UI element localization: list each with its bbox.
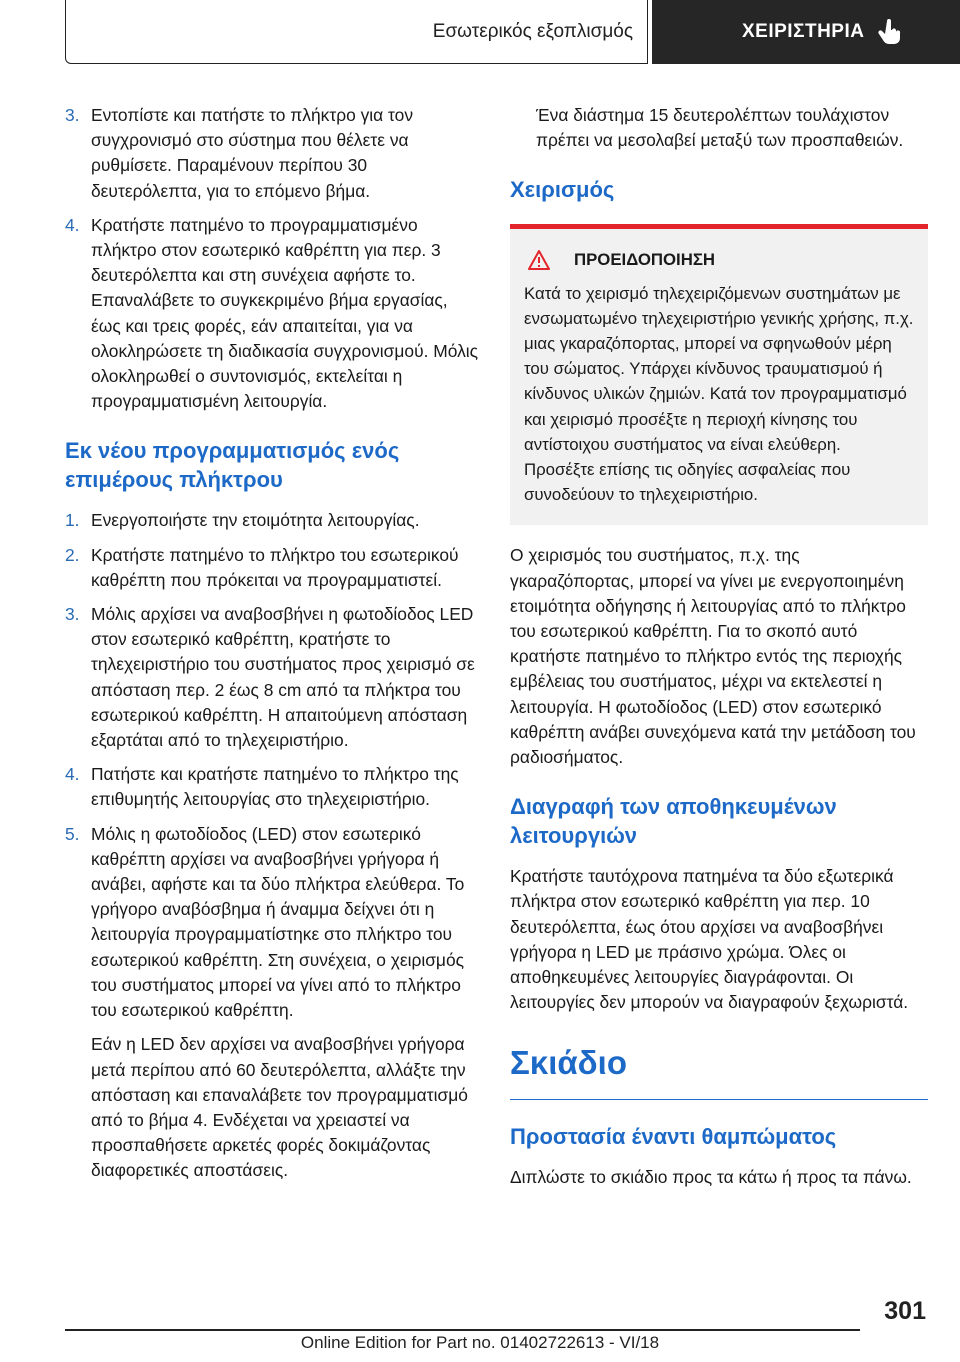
header-section-title: Εσωτερικός εξοπλισμός (432, 20, 633, 42)
hand-pointer-icon (876, 18, 904, 46)
section-heading-glare: Προστασία έναντι θαμπώματος (510, 1124, 837, 1150)
header-section-tab (65, 0, 648, 64)
list-item (65, 213, 480, 415)
step-number: 5. (65, 823, 80, 844)
section-heading-reprogram: Εκ νέου προγραμματισμός ενός επιμέρους πλήκτρου (65, 438, 400, 493)
step-text: Μόλις αρχίσει να αναβοσβήνει η φωτοδίοδος LED στον εσωτερικό καθρέπτη, κρατήστε το τηλεχειριστήριο του συστήματος προς χειρισμό σε απόσταση περ. 2 έως 8 cm από τα πλήκτρα του εσωτερικού καθρέπτη. Η απαιτούμενη απόσταση εξαρτάται από το τηλεχειριστήριο. (91, 604, 475, 751)
warning-text: Κατά το χειρισμό τηλεχειριζόμενων συστημάτων με ενσωματωμένο τηλεχειριστήριο γενικής χρήσης, π.χ. μιας γκαραζόπορτας, μπορεί να σφηνωθούν μέρη του σώματος. Υπάρχει κίνδυνος τραυματισμού ή κίνδυνος υλικών ζημιών. Κατά τον προγραμματισμό και χειρισμό προσέξτε η περιοχή κίνησης του αντίστοιχου συστήματος να είναι ελεύθερη. Προσέξτε επίσης τις οδηγίες ασφαλείας που συνοδεύουν το τηλεχειριστήριο. (524, 283, 914, 505)
warning-triangle-icon (528, 250, 550, 270)
header-chapter-tab (652, 0, 960, 64)
section-heading-operation: Χειρισμός (510, 177, 615, 203)
operation-text: Ο χειρισμός του συστήματος, π.χ. της γκαραζόπορτας, μπορεί να γίνει με ενεργοποιημένη ετοιμότητα οδήγησης ή λειτουργίας από το πλήκτρο του εσωτερικού καθρέπτη. Για το σκοπό αυτό κρατήστε πατημένο το πλήκτρο εντός της περιοχής εμβέλειας του συστήματος, μέχρι να εκτελεστεί η λειτουργία. Η φωτοδίοδος (LED) στον εσωτερικό καθρέπτη ανάβει συνεχόμενα κατά την μετάδοση του ραδιοσήματος. (510, 545, 916, 768)
warning-header (524, 247, 914, 272)
step-number: 4. (65, 764, 80, 785)
list-item (65, 543, 480, 593)
list-item (65, 602, 480, 753)
step-number: 4. (65, 214, 80, 235)
step-text: Ενεργοποιήστε την ετοιμότητα λειτουργίας. (91, 510, 420, 531)
step-number: 1. (65, 510, 80, 531)
step-text: Κρατήστε πατημένο το προγραμματισμένο πλήκτρο στον εσωτερικό καθρέπτη για περ. 3 δευτερόλεπτα και στη συνέχεια αφήστε το. Επαναλάβετε το συγκεκριμένο βήμα εργασίας, έως και τρεις φορές, εάν απαιτείται, για να ολοκληρώσετε τη διαδικασία συγχρονισμού. Μόλις ολοκληρωθεί ο συντονισμός, εκτελείται η προγραμματισμένη λειτουργία. (91, 214, 479, 412)
chapter-heading-visor: Σκιάδιο (510, 1043, 928, 1100)
header-chapter-title: ΧΕΙΡΙΣΤΗΡΙΑ (742, 21, 865, 42)
left-column (65, 103, 480, 1184)
right-column (510, 103, 928, 1201)
step-text: Μόλις η φωτοδίοδος (LED) στον εσωτερικό καθρέπτη αρχίσει να αναβοσβήνει γρήγορα ή ανάβει, αφήστε και τα δύο πλήκτρα ελεύθερα. Το γρήγορο αναβόσβημα ή άναμμα δείχνει ότι η λειτουργία προγραμματίστηκε στο πλήκτρο του εσωτερικού καθρέπτη. Στη συνέχεια, ο χειρισμός του συστήματος μπορεί να γίνει από το πλήκτρο του εσωτερικού καθρέπτη. (91, 823, 465, 1021)
list-item (65, 762, 480, 812)
step-text: Εντοπίστε και πατήστε το πλήκτρο για τον συγχρονισμό στο σύστημα που θέλετε να ρυθμίσετε. Παραμένουν περίπου 30 δευτερόλεπτα, για το επόμενο βήμα. (91, 105, 414, 201)
list-item (65, 508, 480, 533)
step-note: Εάν η LED δεν αρχίσει να αναβοσβήνει γρήγορα μετά περίπου από 60 δευτερόλεπτα, αλλάξτε την απόσταση και επαναλάβετε τον προγραμματισμό από το βήμα 4. Ενδέχεται να χρειαστεί να προσπαθήσετε αρκετές φορές δοκιμάζοντας διαφορετικές αποστάσεις. (91, 1034, 468, 1181)
continued-text: Ένα διάστημα 15 δευτερολέπτων τουλάχιστον πρέπει να μεσολαβεί μεταξύ των προσπαθειών. (536, 105, 904, 151)
delete-text: Κρατήστε ταυτόχρονα πατημένα τα δύο εξωτερικά πλήκτρα στον εσωτερικό καθρέπτη για περ. 10 δευτερόλεπτα, έως ότου αρχίσει να αναβοσβήνει γρήγορα η LED με πράσινο χρώμα. Όλες οι αποθηκευμένες λειτουργίες διαγράφονται. Οι λειτουργίες δεν μπορούν να διαγραφούν ξεχωριστά. (510, 866, 909, 1013)
step-number: 3. (65, 105, 80, 125)
list-item (65, 103, 480, 204)
step-text: Πατήστε και κρατήστε πατημένο το πλήκτρο της επιθυμητής λειτουργίας στο τηλεχειριστήριο. (91, 764, 459, 810)
step-number: 3. (65, 604, 80, 625)
list-item (65, 822, 480, 1024)
step-text: Κρατήστε πατημένο το πλήκτρο του εσωτερικού καθρέπτη που πρόκειται να προγραμματιστεί. (91, 544, 459, 590)
warning-title: ΠΡΟΕΙΔΟΠΟΙΗΣΗ (574, 250, 716, 270)
step-number: 2. (65, 544, 80, 565)
warning-box (510, 224, 928, 525)
section-heading-delete: Διαγραφή των αποθηκευμένων λειτουργιών (510, 794, 837, 849)
footer-divider (65, 1329, 860, 1331)
footer-edition: Online Edition for Part no. 01402722613 - VI/18 (300, 1333, 660, 1352)
page-number: 301 (884, 1297, 926, 1325)
glare-text: Διπλώστε το σκιάδιο προς τα κάτω ή προς τα πάνω. (510, 1167, 912, 1188)
